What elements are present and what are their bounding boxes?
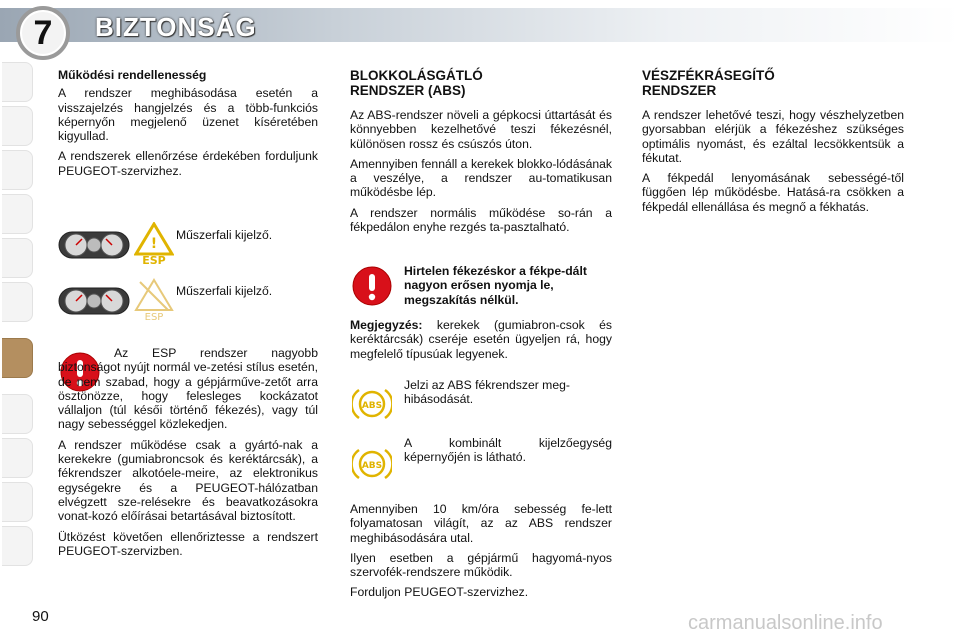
abs-paragraph-4: Amennyiben 10 km/óra sebesség fe-lett folyamatosan világít, az az ABS rendszer meghibásodására utal. <box>350 502 612 545</box>
abs-badge-1: ABS <box>361 401 383 411</box>
abs-icon <box>352 446 392 482</box>
abs-icon <box>352 386 392 422</box>
abs-indicator-2-text: A kombinált kijelzőegység képernyőjén is látható. <box>404 436 612 465</box>
indicator-row-2 <box>58 278 318 328</box>
abs-paragraph-2: Amennyiben fennáll a kerekek blokko-lódásának a veszélye, a rendszer au-tomatikusan működésbe lép. <box>350 156 612 200</box>
abs-heading-line-2: RENDSZER (ABS) <box>350 83 466 98</box>
indicator-2-label: Műszerfali kijelző. <box>176 284 273 298</box>
abs-indicator-1-text: Jelzi az ABS fékrendszer meg-hibásodását. <box>404 378 570 407</box>
abs-heading <box>350 68 612 98</box>
note-text: kerekek (gumiabron-csok és keréktárcsák) cseréje esetén ügyeljen rá, hogy megfelelő típusúak legyenek. <box>350 318 612 361</box>
esp-off-badge: ESP <box>144 312 164 322</box>
chapter-tab-8[interactable] <box>2 394 33 434</box>
abs-paragraph-1: Az ABS-rendszer növeli a gépkocsi úttartását és könnyebben kezelhetővé teszi fékezésnél, különösen rossz és csúszós úton. <box>350 108 612 151</box>
chapter-tab-7-active[interactable] <box>2 338 33 378</box>
abs-note <box>350 318 612 367</box>
esp-warning-icon <box>134 222 174 266</box>
brake-assist-paragraph-1: A rendszer lehetővé teszi, hogy vészhelyzetben gyorsabban elérjük a fékezéshez szükséges optimális nyomást, és ezáltal lecsökkentsük a fékutat. <box>642 108 904 165</box>
brake-assist-paragraph-2: A fékpedál lenyomásának sebességé-től függően lép működésbe. Hatásá-ra csökken a fékpedál ellenállása és megnő a fékhatás. <box>642 171 904 214</box>
chapter-tab-10[interactable] <box>2 482 33 522</box>
exclamation-icon <box>352 266 392 306</box>
brake-assist-heading <box>642 68 904 98</box>
chapter-number: 7 <box>16 6 70 60</box>
column-malfunction <box>58 68 318 184</box>
abs-paragraph-3: A rendszer normális működése so-rán a fékpedálon enyhe rezgés ta-pasztalható. <box>350 205 612 235</box>
chapter-tab-4[interactable] <box>2 194 33 234</box>
column-abs <box>350 68 612 240</box>
svg-text:!: ! <box>150 236 158 252</box>
abs-heading-line-1: BLOKKOLÁSGÁTLÓ <box>350 68 483 83</box>
instrument-cluster-icon <box>58 228 130 262</box>
indicator-1-label: Műszerfali kijelző. <box>176 228 273 242</box>
chapter-tab-5[interactable] <box>2 238 33 278</box>
chapter-tab-2[interactable] <box>2 106 33 146</box>
abs-closing <box>350 502 612 606</box>
instrument-cluster-icon <box>58 284 130 318</box>
note-label: Megjegyzés: <box>350 318 423 332</box>
malfunction-paragraph-2: A rendszerek ellenőrzése érdekében forduljunk PEUGEOT-szervizhez. <box>58 149 318 178</box>
malfunction-paragraph-1: A rendszer meghibásodása esetén a visszajelzés hangjelzés és a több-funkciós képernyőn megjelenő üzenet kíséretében kigyullad. <box>58 86 318 144</box>
chapter-tab-3[interactable] <box>2 150 33 190</box>
brake-assist-heading-line-1: VÉSZFÉKRÁSEGÍTŐ <box>642 68 775 83</box>
abs-paragraph-6: Forduljon PEUGEOT-szervizhez. <box>350 585 529 600</box>
esp-paragraph-4: Ütközést követően ellenőriztesse a rendszert PEUGEOT-szervizben. <box>58 529 318 558</box>
chapter-title: BIZTONSÁG <box>95 12 257 42</box>
abs-badge-2: ABS <box>361 461 383 471</box>
abs-brake-warning: Hirtelen fékezéskor a fékpe-dált nagyon erősen nyomja le, megszakítás nélkül. <box>404 264 587 307</box>
esp-off-icon <box>134 278 174 322</box>
chapter-tabs <box>2 62 32 582</box>
column-esp-notes <box>58 346 318 564</box>
chapter-tab-1[interactable] <box>2 62 33 102</box>
chapter-tab-6[interactable] <box>2 282 33 322</box>
chapter-header <box>0 0 960 56</box>
chapter-tab-9[interactable] <box>2 438 33 478</box>
indicator-row-1 <box>58 222 318 272</box>
chapter-tab-11[interactable] <box>2 526 33 566</box>
esp-badge: ESP <box>142 254 166 266</box>
abs-paragraph-5: Ilyen esetben a gépjármű hagyomá-nyos szervofék-rendszere működik. <box>350 550 612 580</box>
esp-paragraph-3: A rendszer működése csak a gyártó-nak a kerekekre (gumiabroncsok és keréktárcsák), a fékrendszer alkotóele-meire, az elektronikus egységekre és a PEUGEOT-hálózatban elvégzett sze-relésekre és beavatkozásokra vonat-kozó előírásai betartásával biztosított. <box>58 437 318 524</box>
malfunction-heading: Működési rendellenesség <box>58 68 207 82</box>
page-number: 90 <box>32 608 49 625</box>
column-emergency-brake-assist <box>642 68 904 220</box>
esp-warning-paragraph: Az ESP rendszer nagyobb biztonságot nyújt normál ve-zetési stílus esetén, de nem szabad, hogy a gépjárműve-zetőt arra ösztönözze, hogy felesleges kockázatot vállaljon (túl késői történő fékezés), vagy túl nagy sebességgel közlekedjen. <box>58 346 318 432</box>
brake-assist-heading-line-2: RENDSZER <box>642 83 717 98</box>
watermark: carmanualsonline.info <box>688 612 883 634</box>
